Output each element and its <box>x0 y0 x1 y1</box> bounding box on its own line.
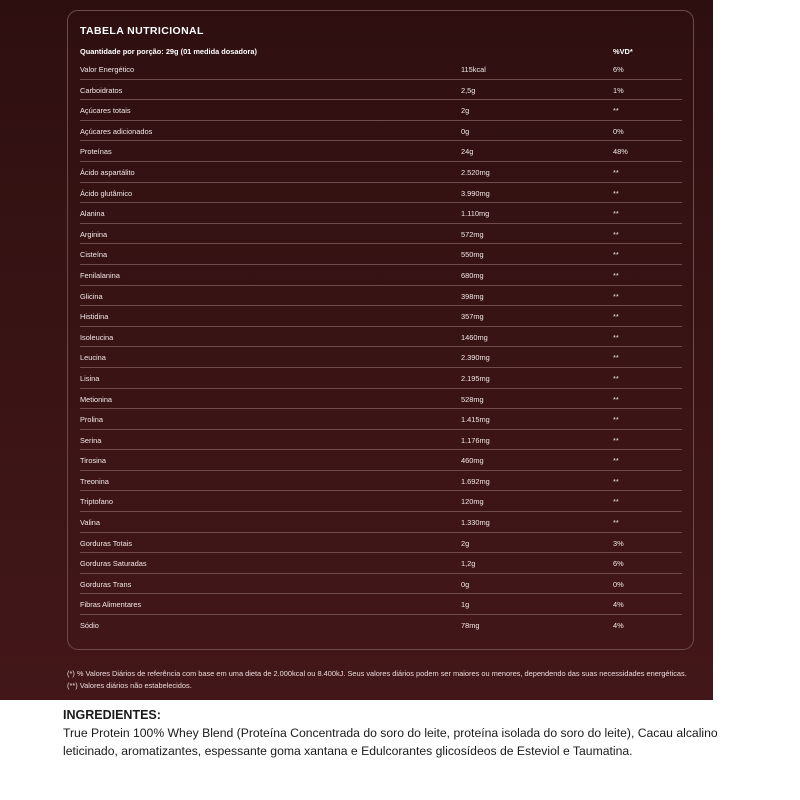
nutrient-vd: 4% <box>613 621 624 631</box>
nutrient-vd: 1% <box>613 85 624 95</box>
nutrient-amount: 1.415mg <box>461 415 490 425</box>
nutrient-amount: 1.110mg <box>461 209 490 219</box>
nutrient-name: Glicina <box>80 291 103 301</box>
table-row <box>80 265 682 286</box>
nutrient-amount: 2g <box>461 106 470 116</box>
table-row <box>80 574 682 595</box>
nutrient-vd: ** <box>613 270 619 280</box>
nutrient-amount: 120mg <box>461 497 484 507</box>
nutrient-name: Proteínas <box>80 147 112 157</box>
nutrient-name: Açúcares totais <box>80 106 131 116</box>
nutrient-amount: 2.520mg <box>461 167 490 177</box>
nutrient-name: Valor Energético <box>80 65 135 74</box>
vd-header: %VD* <box>613 47 633 56</box>
nutrient-vd: ** <box>613 518 619 528</box>
table-row <box>80 162 682 183</box>
nutrient-amount: 1,2g <box>461 559 476 569</box>
table-row <box>80 389 682 410</box>
nutrient-name: Ácido aspartálito <box>80 167 135 177</box>
portion-label: Quantidade por porção: 29g (01 medida dosadora) <box>80 47 257 56</box>
nutrient-vd: 48% <box>613 147 628 157</box>
nutrient-name: Cisteína <box>80 250 108 260</box>
nutrient-name: Triptofano <box>80 497 114 507</box>
table-row <box>80 553 682 574</box>
table-row <box>80 224 682 245</box>
table-row <box>80 59 682 80</box>
nutrient-name: Sódio <box>80 621 99 631</box>
nutrient-amount: 398mg <box>461 291 484 301</box>
nutrient-vd: 3% <box>613 538 624 548</box>
nutrient-name: Carboidratos <box>80 85 123 95</box>
nutrient-amount: 680mg <box>461 270 484 280</box>
nutrient-vd: 0% <box>613 579 624 589</box>
table-row <box>80 594 682 615</box>
nutrient-amount: 2.390mg <box>461 353 490 363</box>
table-row <box>80 203 682 224</box>
table-row <box>80 512 682 533</box>
table-row <box>80 121 682 142</box>
nutrient-vd: ** <box>613 291 619 301</box>
nutrient-vd: ** <box>613 209 619 219</box>
nutrient-vd: ** <box>613 394 619 404</box>
nutrient-vd: ** <box>613 476 619 486</box>
table-row <box>80 306 682 327</box>
ingredients-text: True Protein 100% Whey Blend (Proteína Concentrada do soro do leite, proteína isolada do soro do leite), Cacau alcalino leticinado, aromatizantes, espessante goma xantana e Edulcorantes glicosídeos de Esteviol e Taumatina. <box>63 726 718 758</box>
nutrient-amount: 2g <box>461 538 470 548</box>
table-row <box>80 471 682 492</box>
nutrient-amount: 1.176mg <box>461 435 490 445</box>
nutrient-name: Serina <box>80 435 102 445</box>
table-footnote: (*) % Valores Diários de referência com base em uma dieta de 2.000kcal ou 8.400kJ. Seus valores diários podem ser maiores ou menores, dependendo das suas necessidades energéticas. (**) Valores diários não estabelecidos. <box>67 669 687 690</box>
nutrient-vd: ** <box>613 497 619 507</box>
nutrient-amount: 78mg <box>461 621 480 631</box>
table-row <box>80 286 682 307</box>
nutrient-name: Açúcares adicionados <box>80 126 153 136</box>
nutrient-name: Tirosina <box>80 456 107 466</box>
nutrient-vd: ** <box>613 250 619 260</box>
table-row <box>80 533 682 554</box>
nutrient-name: Fibras Alimentares <box>80 600 142 610</box>
ingredients-title: INGREDIENTES: <box>63 708 161 722</box>
nutrition-rows <box>80 59 682 635</box>
nutrient-vd: ** <box>613 373 619 383</box>
table-row <box>80 100 682 121</box>
nutrient-vd: ** <box>613 435 619 445</box>
nutrient-name: Prolina <box>80 415 104 425</box>
nutrient-vd: ** <box>613 332 619 342</box>
table-row <box>80 347 682 368</box>
nutrient-vd: ** <box>613 353 619 363</box>
nutrient-vd: 6% <box>613 65 624 74</box>
nutrient-name: Treonina <box>80 476 109 486</box>
nutrient-name: Gorduras Trans <box>80 579 132 589</box>
nutrient-name: Alanina <box>80 209 105 219</box>
nutrient-amount: 1g <box>461 600 470 610</box>
nutrient-vd: ** <box>613 312 619 322</box>
table-row <box>80 409 682 430</box>
table-row <box>80 368 682 389</box>
table-row <box>80 615 682 635</box>
nutrient-vd: ** <box>613 106 619 116</box>
table-row <box>80 491 682 512</box>
nutrient-name: Metionina <box>80 394 113 404</box>
nutrient-name: Ácido glutâmico <box>80 188 133 198</box>
table-row <box>80 430 682 451</box>
nutrient-name: Lisina <box>80 373 100 383</box>
nutrient-amount: 2.195mg <box>461 373 490 383</box>
table-row <box>80 244 682 265</box>
nutrient-name: Histidina <box>80 312 109 322</box>
nutrient-vd: ** <box>613 188 619 198</box>
table-title: TABELA NUTRICIONAL <box>80 25 204 37</box>
table-row <box>80 141 682 162</box>
nutrient-amount: 2,5g <box>461 85 476 95</box>
nutrient-name: Gorduras Saturadas <box>80 559 147 569</box>
nutrient-vd: 4% <box>613 600 624 610</box>
nutrient-amount: 115kcal <box>461 65 486 74</box>
nutrient-vd: ** <box>613 456 619 466</box>
nutrient-name: Leucina <box>80 353 106 363</box>
nutrient-name: Arginina <box>80 229 108 239</box>
nutrient-vd: ** <box>613 415 619 425</box>
nutrient-amount: 460mg <box>461 456 484 466</box>
nutrient-amount: 3.990mg <box>461 188 490 198</box>
nutrient-amount: 528mg <box>461 394 484 404</box>
nutrient-amount: 572mg <box>461 229 484 239</box>
nutrient-vd: ** <box>613 167 619 177</box>
nutrient-amount: 550mg <box>461 250 484 260</box>
nutrient-vd: ** <box>613 229 619 239</box>
nutrient-vd: 0% <box>613 126 624 136</box>
nutrient-amount: 0g <box>461 126 470 136</box>
nutrient-name: Gorduras Totais <box>80 538 133 548</box>
table-row <box>80 450 682 471</box>
table-row <box>80 183 682 204</box>
nutrient-name: Fenilalanina <box>80 270 120 280</box>
nutrient-vd: 6% <box>613 559 624 569</box>
nutrient-amount: 24g <box>461 147 474 157</box>
nutrient-amount: 1.330mg <box>461 518 490 528</box>
table-row <box>80 327 682 348</box>
nutrient-amount: 0g <box>461 579 470 589</box>
nutrient-name: Isoleucina <box>80 332 114 342</box>
nutrient-amount: 1460mg <box>461 332 488 342</box>
table-row <box>80 80 682 101</box>
nutrient-name: Valina <box>80 518 100 528</box>
nutrient-amount: 357mg <box>461 312 484 322</box>
nutrient-amount: 1.692mg <box>461 476 490 486</box>
